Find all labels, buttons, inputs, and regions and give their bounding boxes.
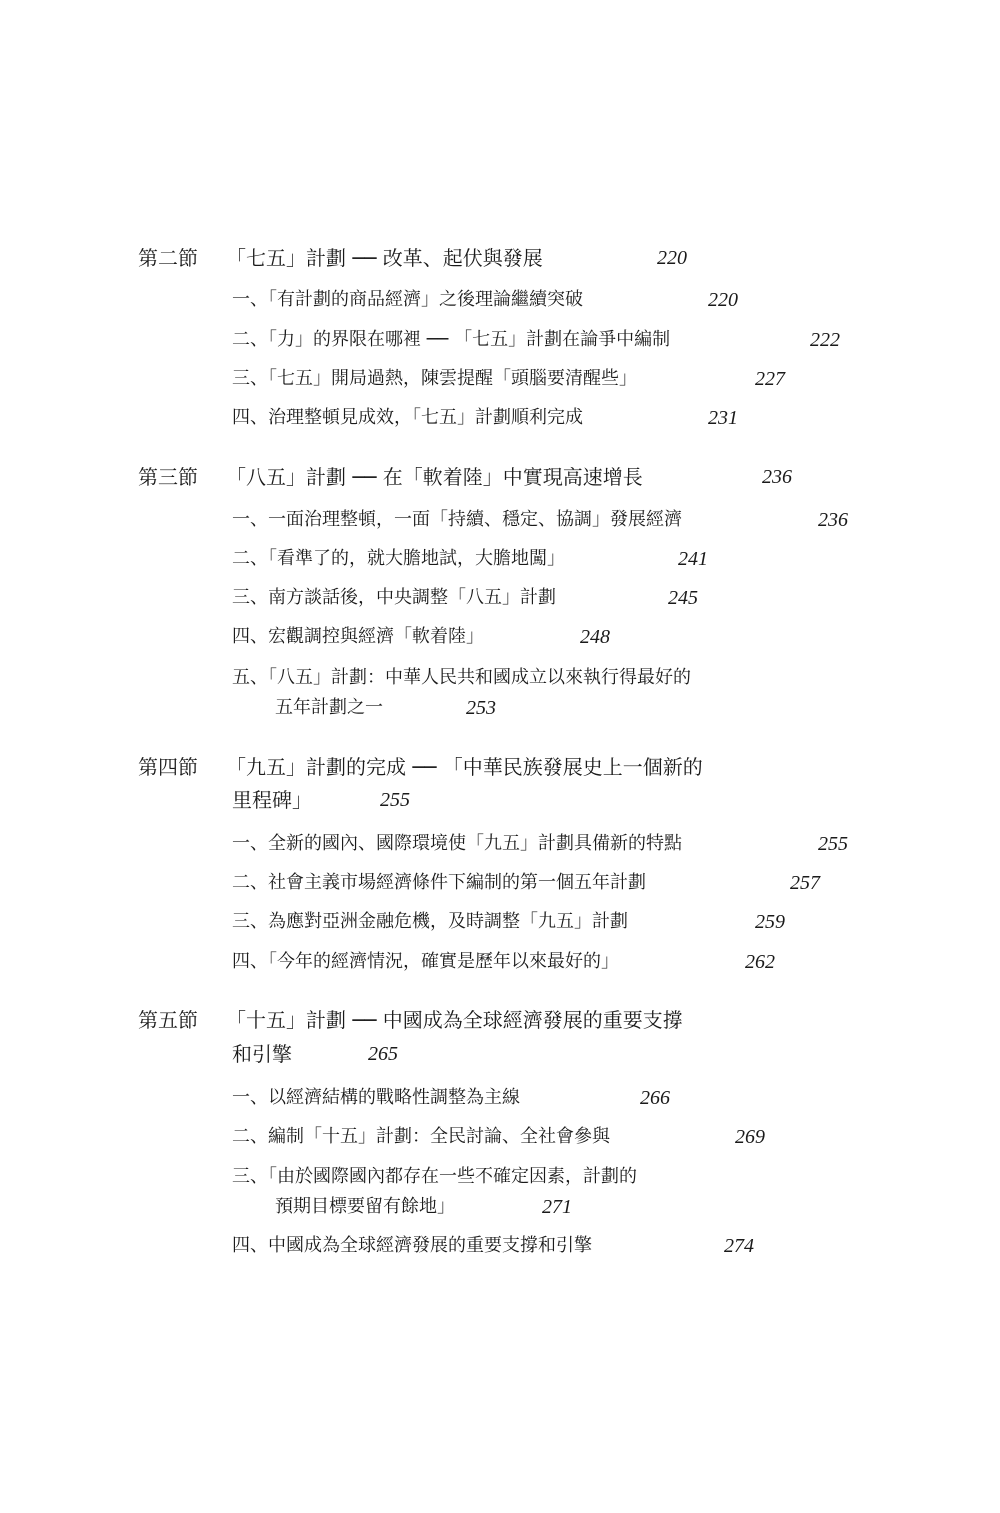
page-number: 253 (466, 697, 496, 719)
page-number: 255 (380, 789, 410, 811)
page-number: 248 (580, 626, 610, 648)
toc-item[interactable]: 二、「力」的界限在哪裡 ── 「七五」計劃在論爭中編制 (232, 329, 671, 350)
toc-item[interactable]: 四、「今年的經濟情況，確實是歷年以來最好的」 (232, 951, 619, 972)
toc-item[interactable]: 五、「八五」計劃：中華人民共和國成立以來執行得最好的 (232, 667, 691, 688)
toc-item[interactable]: 二、「看準了的，就大膽地試，大膽地闖」 (232, 548, 565, 569)
page-number: 236 (818, 509, 848, 531)
section-label: 第五節 (138, 1008, 198, 1032)
page-number: 262 (745, 951, 775, 973)
page-number: 259 (755, 911, 785, 933)
page-number: 274 (724, 1235, 754, 1257)
page-number: 269 (735, 1126, 765, 1148)
page-number: 222 (810, 329, 840, 351)
page-number: 231 (708, 407, 738, 429)
page-number: 227 (755, 368, 785, 390)
section-title-continuation[interactable]: 里程碑」 (232, 788, 312, 812)
toc-item-continuation[interactable]: 五年計劃之一 (275, 697, 383, 718)
toc-item[interactable]: 一、一面治理整頓，一面「持續、穩定、協調」發展經濟 (232, 509, 682, 530)
section-label: 第三節 (138, 465, 198, 489)
toc-item[interactable]: 四、治理整頓見成效，「七五」計劃順利完成 (232, 407, 583, 428)
section-title[interactable]: 「九五」計劃的完成 ── 「中華民族發展史上一個新的 (226, 755, 703, 779)
toc-item[interactable]: 一、以經濟結構的戰略性調整為主線 (232, 1087, 520, 1108)
page-number: 220 (708, 289, 738, 311)
page-number: 255 (818, 833, 848, 855)
toc-item[interactable]: 三、「七五」開局過熱，陳雲提醒「頭腦要清醒些」 (232, 368, 637, 389)
section-title[interactable]: 「十五」計劃 ── 中國成為全球經濟發展的重要支撐 (226, 1008, 683, 1032)
section-title-continuation[interactable]: 和引擎 (232, 1042, 292, 1066)
section-label: 第四節 (138, 755, 198, 779)
toc-item[interactable]: 三、南方談話後，中央調整「八五」計劃 (232, 587, 556, 608)
toc-item-continuation[interactable]: 預期目標要留有餘地」 (275, 1196, 455, 1217)
toc-item[interactable]: 三、為應對亞洲金融危機，及時調整「九五」計劃 (232, 911, 628, 932)
toc-item[interactable]: 二、編制「十五」計劃：全民討論、全社會參與 (232, 1126, 610, 1147)
page-number: 236 (762, 466, 792, 488)
toc-item[interactable]: 一、全新的國內、國際環境使「九五」計劃具備新的特點 (232, 833, 682, 854)
page-number: 271 (542, 1196, 572, 1218)
section-title[interactable]: 「七五」計劃 ── 改革、起伏與發展 (226, 246, 543, 270)
page-number: 266 (640, 1087, 670, 1109)
page-number: 241 (678, 548, 708, 570)
section-title[interactable]: 「八五」計劃 ── 在「軟着陸」中實現高速增長 (226, 465, 643, 489)
page-number: 257 (790, 872, 820, 894)
toc-item[interactable]: 四、宏觀調控與經濟「軟着陸」 (232, 626, 484, 647)
page-number: 245 (668, 587, 698, 609)
toc-item[interactable]: 一、「有計劃的商品經濟」之後理論繼續突破 (232, 289, 583, 310)
section-label: 第二節 (138, 246, 198, 270)
page-number: 220 (657, 247, 687, 269)
page-number: 265 (368, 1043, 398, 1065)
toc-item[interactable]: 二、社會主義市場經濟條件下編制的第一個五年計劃 (232, 872, 646, 893)
toc-item[interactable]: 三、「由於國際國內都存在一些不確定因素，計劃的 (232, 1166, 637, 1187)
toc-item[interactable]: 四、中國成為全球經濟發展的重要支撐和引擎 (232, 1235, 592, 1256)
